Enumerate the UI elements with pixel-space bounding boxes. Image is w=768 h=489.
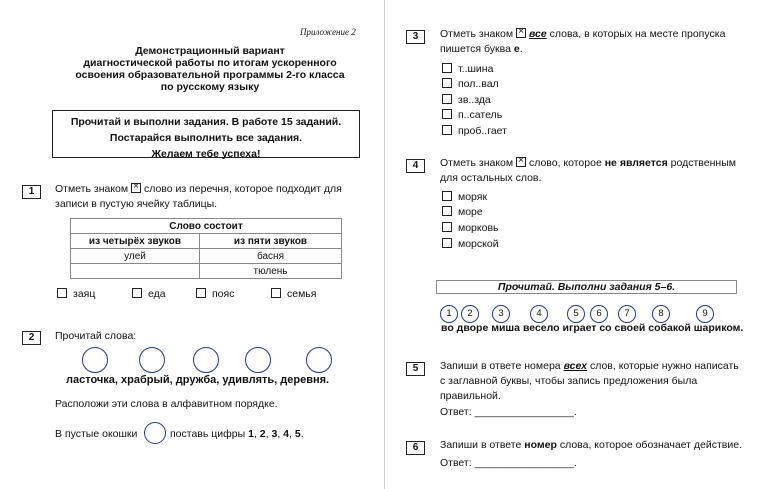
sentence-text: во дворе миша весело играет со своей собакой шариком. <box>441 322 744 334</box>
question-1-text: Отметь знаком × слово из перечня, которое подходит для записи в пустую ячейку таблицы. <box>55 182 359 212</box>
title-line: по русскому языку <box>160 81 260 93</box>
question-2-instruction: Расположи эти слова в алфавитном порядке. <box>55 398 278 410</box>
question-number-6: 6 <box>406 441 425 455</box>
word-number-circle: 7 <box>618 305 636 323</box>
q1-option[interactable]: семья <box>271 287 316 301</box>
column-divider <box>384 0 385 489</box>
answer-circle[interactable] <box>306 347 332 373</box>
question-2-prompt: Прочитай слова: <box>55 330 137 342</box>
checkbox-icon[interactable] <box>271 288 281 298</box>
answer-circle[interactable] <box>82 347 108 373</box>
question-3-text: Отметь знаком × все слова, в которых на месте пропуска пишется буква е. <box>440 27 742 57</box>
q1-option[interactable]: пояс <box>196 287 234 301</box>
word-list: ласточка, храбрый, дружба, удивлять, деревня. <box>66 374 330 386</box>
example-circle <box>144 422 166 444</box>
question-5-text: Запиши в ответе номера всех слов, которые нужно написать с заглавной буквы, чтобы запись предложения была правильной. <box>440 360 739 402</box>
checkbox-icon[interactable] <box>132 288 142 298</box>
question-number-2: 2 <box>22 331 41 345</box>
intro-line: Прочитай и выполни задания. В работе 15 заданий. <box>70 116 342 128</box>
answer-line-6[interactable]: Ответ: _________________. <box>440 457 577 469</box>
checkbox-icon[interactable] <box>442 125 452 135</box>
answer-circle[interactable] <box>193 347 219 373</box>
crossed-box-icon <box>131 183 141 193</box>
question-number-5: 5 <box>406 362 425 376</box>
question-number-1: 1 <box>22 185 41 199</box>
title-line: освоения образовательной программы 2-го класса <box>75 69 345 81</box>
crossed-box-icon <box>516 28 526 38</box>
word-number-circle: 9 <box>696 305 714 323</box>
table-col-header: из четырёх звуков <box>71 234 200 249</box>
intro-line: Желаем тебе успеха! <box>151 148 261 160</box>
checkbox-icon[interactable] <box>442 94 452 104</box>
checkbox-icon[interactable] <box>442 222 452 232</box>
word-number-circle: 8 <box>652 305 670 323</box>
checkbox-icon[interactable] <box>196 288 206 298</box>
task-banner: Прочитай. Выполни задания 5–6. <box>436 280 737 294</box>
q3-option[interactable]: зв..зда <box>442 93 491 107</box>
question-2-fill-a: В пустые окошки <box>55 428 138 440</box>
answer-line-5[interactable]: Ответ: _________________. <box>440 406 577 418</box>
table-cell: тюлень <box>200 264 342 279</box>
word-number-circle: 2 <box>461 305 479 323</box>
appendix-label: Приложение 2 <box>300 27 356 37</box>
intro-line: Постарайся выполнить все задания. <box>109 132 303 144</box>
q1-option[interactable]: еда <box>132 287 166 301</box>
word-number-circle: 5 <box>567 305 585 323</box>
answer-circle[interactable] <box>245 347 271 373</box>
word-number-circle: 3 <box>492 305 510 323</box>
q4-option[interactable]: морковь <box>442 221 499 235</box>
checkbox-icon[interactable] <box>442 78 452 88</box>
question-6-text: Запиши в ответе номер слова, которое обозначает действие. <box>440 439 742 451</box>
word-number-circle: 4 <box>530 305 548 323</box>
page-title <box>60 45 360 93</box>
table-header: Слово состоит <box>71 219 342 234</box>
intro-box <box>52 110 360 158</box>
title-line: Демонстрационный вариант <box>135 45 285 57</box>
checkbox-icon[interactable] <box>442 206 452 216</box>
checkbox-icon[interactable] <box>442 191 452 201</box>
answer-circle[interactable] <box>139 347 165 373</box>
question-number-3: 3 <box>406 30 425 44</box>
q3-option[interactable]: п..сатель <box>442 108 502 122</box>
sound-table <box>70 218 342 279</box>
table-cell: улей <box>71 249 200 264</box>
word-number-circle: 1 <box>440 305 458 323</box>
q1-option[interactable]: заяц <box>57 287 95 301</box>
q3-option[interactable]: т..шина <box>442 62 493 76</box>
table-col-header: из пяти звуков <box>200 234 342 249</box>
q3-option[interactable]: пол..вал <box>442 77 499 91</box>
q4-option[interactable]: моряк <box>442 190 487 204</box>
title-line: диагностической работы по итогам ускоренного <box>83 57 337 69</box>
q4-option[interactable]: море <box>442 205 483 219</box>
checkbox-icon[interactable] <box>442 109 452 119</box>
q3-option[interactable]: проб..гает <box>442 124 507 138</box>
question-number-4: 4 <box>406 159 425 173</box>
checkbox-icon[interactable] <box>442 238 452 248</box>
q4-option[interactable]: морской <box>442 237 499 251</box>
checkbox-icon[interactable] <box>442 63 452 73</box>
question-2-fill-b: поставь цифры 1, 2, 3, 4, 5. <box>170 428 304 440</box>
crossed-box-icon <box>516 157 526 167</box>
question-4-text: Отметь знаком × слово, которое не является родственным для остальных слов. <box>440 156 742 186</box>
table-cell-empty[interactable] <box>71 264 200 279</box>
word-number-circle: 6 <box>590 305 608 323</box>
table-cell: басня <box>200 249 342 264</box>
checkbox-icon[interactable] <box>57 288 67 298</box>
